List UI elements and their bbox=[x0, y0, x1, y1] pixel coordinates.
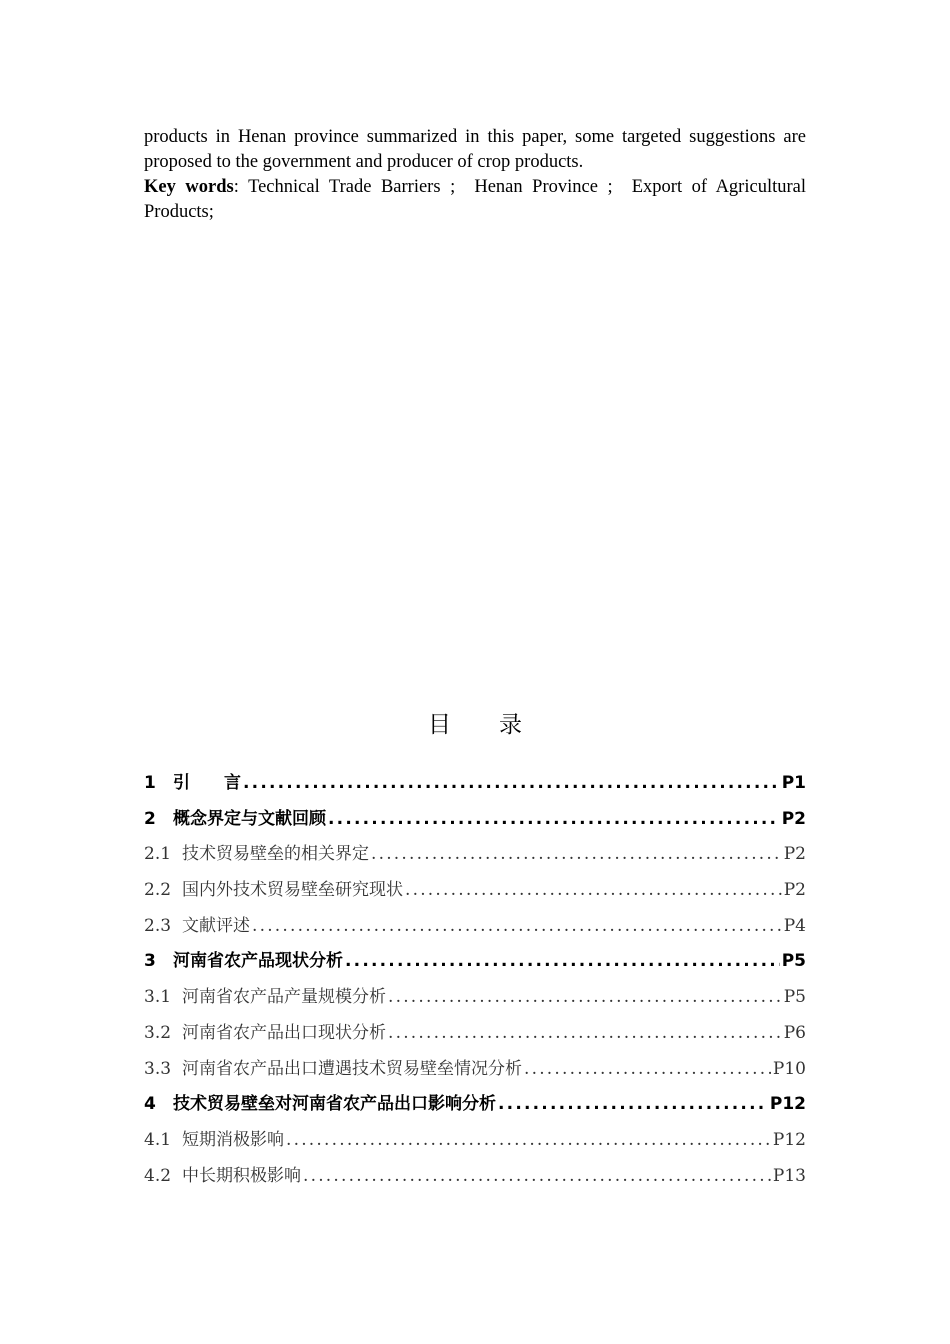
keywords-paragraph bbox=[144, 175, 806, 225]
toc-dot-leader bbox=[252, 916, 782, 936]
toc-dot-leader bbox=[371, 844, 782, 864]
toc-entry[interactable] bbox=[144, 875, 806, 911]
toc-entry[interactable] bbox=[144, 1054, 806, 1090]
toc-entry-number: 4 bbox=[144, 1094, 156, 1115]
toc-dot-leader bbox=[345, 951, 780, 971]
toc-entry-page: P2 bbox=[783, 844, 806, 865]
toc-dot-leader bbox=[328, 809, 780, 829]
toc-entry[interactable] bbox=[144, 1018, 806, 1054]
toc-entry-page: P5 bbox=[783, 987, 806, 1008]
toc-entry-number: 1 bbox=[144, 773, 156, 793]
toc-entry-number: 2 bbox=[144, 808, 156, 829]
toc-entry-number: 2.3 bbox=[144, 915, 172, 936]
toc-dot-leader bbox=[524, 1059, 771, 1079]
toc-entry-page: P10 bbox=[772, 1058, 806, 1079]
toc-entry-page: P12 bbox=[772, 1129, 806, 1150]
toc-entry-title: 河南省农产品现状分析 bbox=[173, 951, 343, 972]
toc-entry-page: P13 bbox=[772, 1165, 806, 1186]
toc-entry-page: P12 bbox=[769, 1094, 806, 1115]
toc-entry-number: 4.2 bbox=[144, 1165, 172, 1186]
toc-entry-number: 2.2 bbox=[144, 880, 172, 901]
toc-entry-number: 4.1 bbox=[144, 1129, 172, 1150]
toc-title-left: 目 bbox=[428, 712, 451, 738]
toc-entry-number: 3.3 bbox=[144, 1058, 172, 1079]
table-of-contents bbox=[144, 768, 806, 1196]
abstract-section bbox=[144, 125, 806, 225]
toc-entry[interactable] bbox=[144, 946, 806, 982]
abstract-continuation: products in Henan province summarized in this paper, some targeted suggestions are proposed to the government and producer of crop products. bbox=[144, 127, 806, 172]
toc-dot-leader bbox=[303, 1166, 771, 1186]
toc-entry-title: 文献评述 bbox=[182, 915, 250, 936]
toc-dot-leader bbox=[388, 987, 782, 1007]
toc-entry-title: 国内外技术贸易壁垒研究现状 bbox=[182, 880, 403, 901]
toc-entry-title: 概念界定与文献回顾 bbox=[173, 808, 326, 829]
toc-dot-leader bbox=[243, 773, 780, 793]
toc-entry-title: 河南省农产品出口现状分析 bbox=[182, 1022, 386, 1043]
toc-entry-title: 河南省农产品出口遭遇技术贸易壁垒情况分析 bbox=[182, 1058, 522, 1079]
toc-entry-title: 技术贸易壁垒对河南省农产品出口影响分析 bbox=[173, 1094, 496, 1115]
keywords-label: Key words bbox=[144, 177, 234, 197]
toc-dot-leader bbox=[388, 1023, 782, 1043]
toc-entry[interactable] bbox=[144, 804, 806, 840]
toc-entry-number: 2.1 bbox=[144, 844, 172, 865]
toc-entry-page: P4 bbox=[783, 915, 806, 936]
toc-entry-title: 技术贸易壁垒的相关界定 bbox=[182, 844, 369, 865]
toc-entry[interactable] bbox=[144, 982, 806, 1018]
toc-entry-page: P6 bbox=[783, 1022, 806, 1043]
toc-title bbox=[0, 706, 950, 739]
toc-entry[interactable] bbox=[144, 1161, 806, 1197]
toc-title-right: 录 bbox=[499, 712, 522, 738]
toc-entry[interactable] bbox=[144, 911, 806, 947]
toc-dot-leader bbox=[286, 1130, 771, 1150]
toc-entry-title: 中长期积极影响 bbox=[182, 1165, 301, 1186]
toc-entry[interactable] bbox=[144, 1089, 806, 1125]
toc-entry-page: P1 bbox=[781, 773, 806, 793]
toc-entry-number: 3 bbox=[144, 951, 156, 972]
toc-entry-number: 3.2 bbox=[144, 1022, 172, 1043]
toc-dot-leader bbox=[498, 1094, 768, 1114]
toc-entry[interactable] bbox=[144, 839, 806, 875]
toc-entry-page: P5 bbox=[781, 951, 806, 972]
toc-entry[interactable] bbox=[144, 768, 806, 804]
toc-entry-title: 河南省农产品产量规模分析 bbox=[182, 987, 386, 1008]
toc-entry-page: P2 bbox=[783, 880, 806, 901]
toc-dot-leader bbox=[405, 880, 782, 900]
toc-entry-title: 短期消极影响 bbox=[182, 1129, 284, 1150]
toc-entry[interactable] bbox=[144, 1125, 806, 1161]
toc-entry-number: 3.1 bbox=[144, 987, 172, 1008]
keywords-text: : Technical Trade Barriers ; Henan Province ; Export of Agricultural Products; bbox=[144, 177, 806, 222]
toc-entry-title: 引 言 bbox=[173, 773, 241, 793]
toc-entry-page: P2 bbox=[781, 808, 806, 829]
